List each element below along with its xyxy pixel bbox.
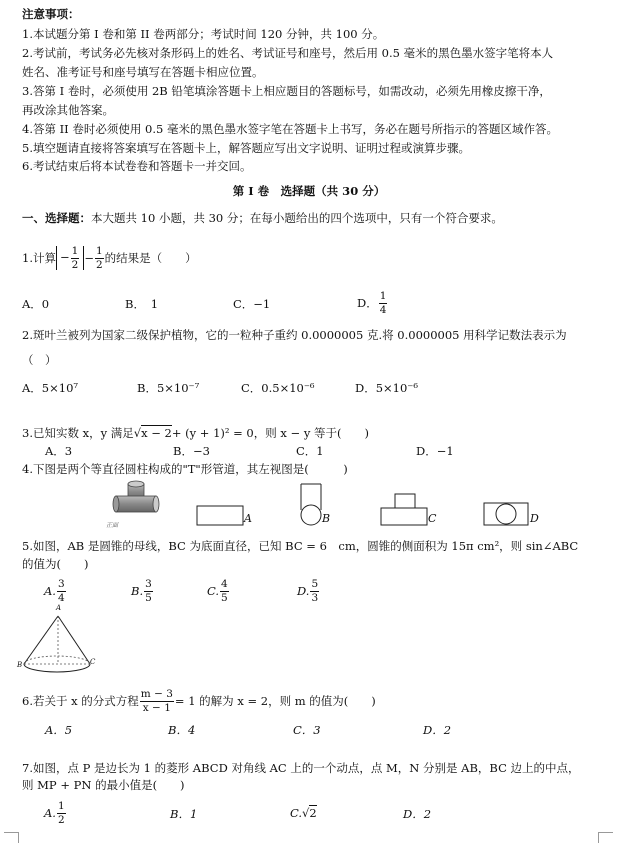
q5-option-a-num: 3	[57, 578, 65, 590]
q5-option-c	[207, 574, 230, 608]
q2-option-d: D．5×10⁻⁶	[355, 381, 418, 395]
q1-minus: −	[59, 250, 70, 264]
q6-option-b: B．4	[168, 723, 196, 737]
q5-option-b-frac	[144, 579, 153, 603]
notice-line-3: 姓名、准考证号和座号填写在答题卡相应位置。	[22, 65, 264, 79]
q5-cone-figure	[18, 610, 102, 676]
q7-option-c-radicand: 2	[309, 806, 317, 820]
q6-option-d: D．2	[423, 723, 452, 737]
q3-option-b: B．−3	[173, 444, 210, 458]
page-corner-right	[598, 832, 613, 843]
q5-option-d-label: D.	[297, 584, 310, 598]
notice-line-8: 6.考试结束后将本试卷卷和答题卡一并交回。	[22, 159, 252, 173]
q6-option-c: C．3	[293, 723, 321, 737]
q7-option-d: D．2	[403, 807, 432, 821]
notice-line-7: 5.填空题请直接将答案填写在答题卡上，解答题应写出文字说明、证明过程或演算步骤。	[22, 141, 470, 155]
notice-line-6: 4.答第 II 卷时必须使用 0.5 毫米的黑色墨水签字笔在答题卡上书写，务必在题号所指示的答题区域作答。	[22, 122, 558, 136]
q5-option-c-label: C.	[207, 584, 220, 598]
q2-option-a: A．5×10⁷	[22, 381, 79, 395]
q5-option-b-den: 5	[145, 591, 152, 604]
q5-option-d-den: 3	[311, 591, 319, 604]
q4-option-c-label: C	[428, 512, 437, 525]
q5-line-1: 5.如图，AB 是圆锥的母线，BC 为底面直径，已知 BC = 6 cm，圆锥的侧面积为 15π cm²，则 sin∠ABC	[22, 539, 579, 553]
q1-option-d-frac	[379, 291, 388, 315]
q5-cone-label-b: B	[17, 661, 23, 669]
q1-suffix: 的结果是（ ）	[104, 251, 197, 265]
q1-option-a: A．0	[22, 297, 50, 311]
q5-option-c-den: 5	[221, 591, 228, 604]
q6-suffix: = 1 的解为 x = 2，则 m 的值为( )	[174, 694, 376, 708]
q1-option-d-num: 1	[379, 290, 387, 302]
q4-pipe-figure	[110, 480, 166, 528]
section-instruction-text: 本大题共 10 小题，共 30 分；在每小题给出的四个选项中，只有一个符合要求。	[91, 211, 503, 225]
q1-prefix: 1.计算	[22, 251, 56, 265]
q5-option-a-label: A.	[44, 584, 56, 598]
q7-option-c	[290, 806, 317, 820]
q7-option-a	[44, 796, 67, 830]
q1-frac-1-num: 1	[71, 245, 79, 257]
q2-line-2: （ ）	[22, 353, 57, 367]
q1-frac-2-num: 1	[95, 245, 103, 257]
q1-minus-2: −	[84, 251, 94, 265]
q1-frac-1	[71, 246, 80, 270]
section-instruction	[22, 210, 503, 226]
page-corner-left	[4, 832, 19, 843]
q5-cone-label-a: A	[56, 604, 62, 612]
q2-option-b: B．5×10⁻⁷	[137, 381, 200, 395]
q6-prefix: 6.若关于 x 的分式方程	[22, 694, 139, 708]
notice-line-4: 3.答第 I 卷时，必须使用 2B 铅笔填涂答题卡上相应题目的答题标号，如需改动，必须先用橡皮擦干净，	[22, 84, 551, 98]
q7-option-a-label: A.	[44, 806, 56, 820]
q4-option-b-label: B	[322, 512, 331, 525]
q5-option-d	[297, 574, 320, 608]
notice-line-5: 再改涂其他答案。	[22, 103, 114, 117]
q3-middle: + (y + 1)² = 0，则 x − y 等于( )	[171, 426, 369, 440]
q5-option-b-num: 3	[145, 578, 152, 590]
q6-frac-num: m − 3	[140, 688, 173, 700]
q4-text: 4.下图是两个等直径圆柱构成的"T"形管道，其左视图是( )	[22, 462, 348, 476]
q5-option-d-num: 5	[311, 578, 319, 590]
notice-line-1: 1.本试题分第 I 卷和第 II 卷两部分；考试时间 120 分钟，共 100 分。	[22, 27, 385, 41]
q1-frac-2	[95, 246, 104, 270]
q4-option-c-figure	[380, 493, 430, 529]
q6-option-a: A．5	[45, 723, 73, 737]
q1-option-b: B． 1	[125, 297, 159, 311]
q5-option-a-den: 4	[57, 591, 65, 604]
q7-option-a-den: 2	[57, 813, 65, 826]
q5-option-c-num: 4	[221, 578, 228, 590]
q4-option-d-figure	[483, 502, 531, 528]
q5-line-2: 的值为( )	[22, 557, 89, 571]
question-1	[22, 241, 197, 275]
q4-pipe-caption: 正面	[106, 522, 119, 529]
q1-option-d-label: D．	[357, 296, 378, 310]
q1-option-d-den: 4	[379, 303, 387, 316]
q3-sqrt: √x − 2	[133, 426, 172, 440]
q2-line-1: 2.斑叶兰被列为国家二级保护植物，它的一粒种子重约 0.0000005 克.将 0.0000005 用科学记数法表示为	[22, 328, 567, 342]
q6-frac	[140, 689, 174, 713]
q1-abs	[56, 246, 84, 270]
q1-frac-2-den: 2	[95, 258, 103, 271]
q4-option-d-label: D	[530, 512, 539, 525]
q3-option-a: A．3	[45, 444, 73, 458]
q7-line-2: 则 MP + PN 的最小值是( )	[22, 778, 185, 792]
notice-title: 注意事项：	[22, 7, 80, 21]
q7-option-a-frac	[57, 801, 66, 825]
q3-option-c: C．1	[296, 444, 324, 458]
q1-frac-1-den: 2	[71, 258, 79, 271]
q4-option-a-label: A	[244, 512, 252, 525]
q5-cone-label-c: C	[90, 658, 96, 666]
q2-option-c: C．0.5×10⁻⁶	[241, 381, 315, 395]
q7-option-b: B．1	[170, 807, 198, 821]
section-instruction-label: 一、选择题：	[22, 211, 91, 225]
q5-option-a	[44, 574, 67, 608]
question-6	[22, 684, 376, 718]
question-3	[22, 425, 369, 441]
q5-option-a-frac	[57, 579, 66, 603]
q7-option-c-label: C.	[290, 806, 303, 820]
q7-option-c-sqrt: √2	[302, 806, 317, 820]
q6-frac-den: x − 1	[142, 701, 171, 714]
q3-prefix: 3.已知实数 x，y 满足	[22, 426, 134, 440]
section-title: 第 I 卷 选择题（共 30 分）	[232, 184, 386, 198]
notice-line-2: 2.考试前，考试务必先核对条形码上的姓名、考试证号和座号，然后用 0.5 毫米的黑色墨水签字笔将本人	[22, 46, 554, 60]
q1-option-c: C．−1	[233, 297, 271, 311]
q7-option-a-num: 1	[57, 800, 65, 812]
q1-option-d	[357, 286, 388, 320]
q5-option-b-label: B.	[131, 584, 144, 598]
q5-option-c-frac	[220, 579, 229, 603]
q3-radicand: x − 2	[141, 426, 172, 440]
q7-line-1: 7.如图，点 P 是边长为 1 的菱形 ABCD 对角线 AC 上的一个动点，点 M，N 分别是 AB，BC 边上的中点，	[22, 761, 580, 775]
q3-option-d: D．−1	[416, 444, 454, 458]
q5-option-b	[131, 574, 154, 608]
q5-option-d-frac	[310, 579, 319, 603]
